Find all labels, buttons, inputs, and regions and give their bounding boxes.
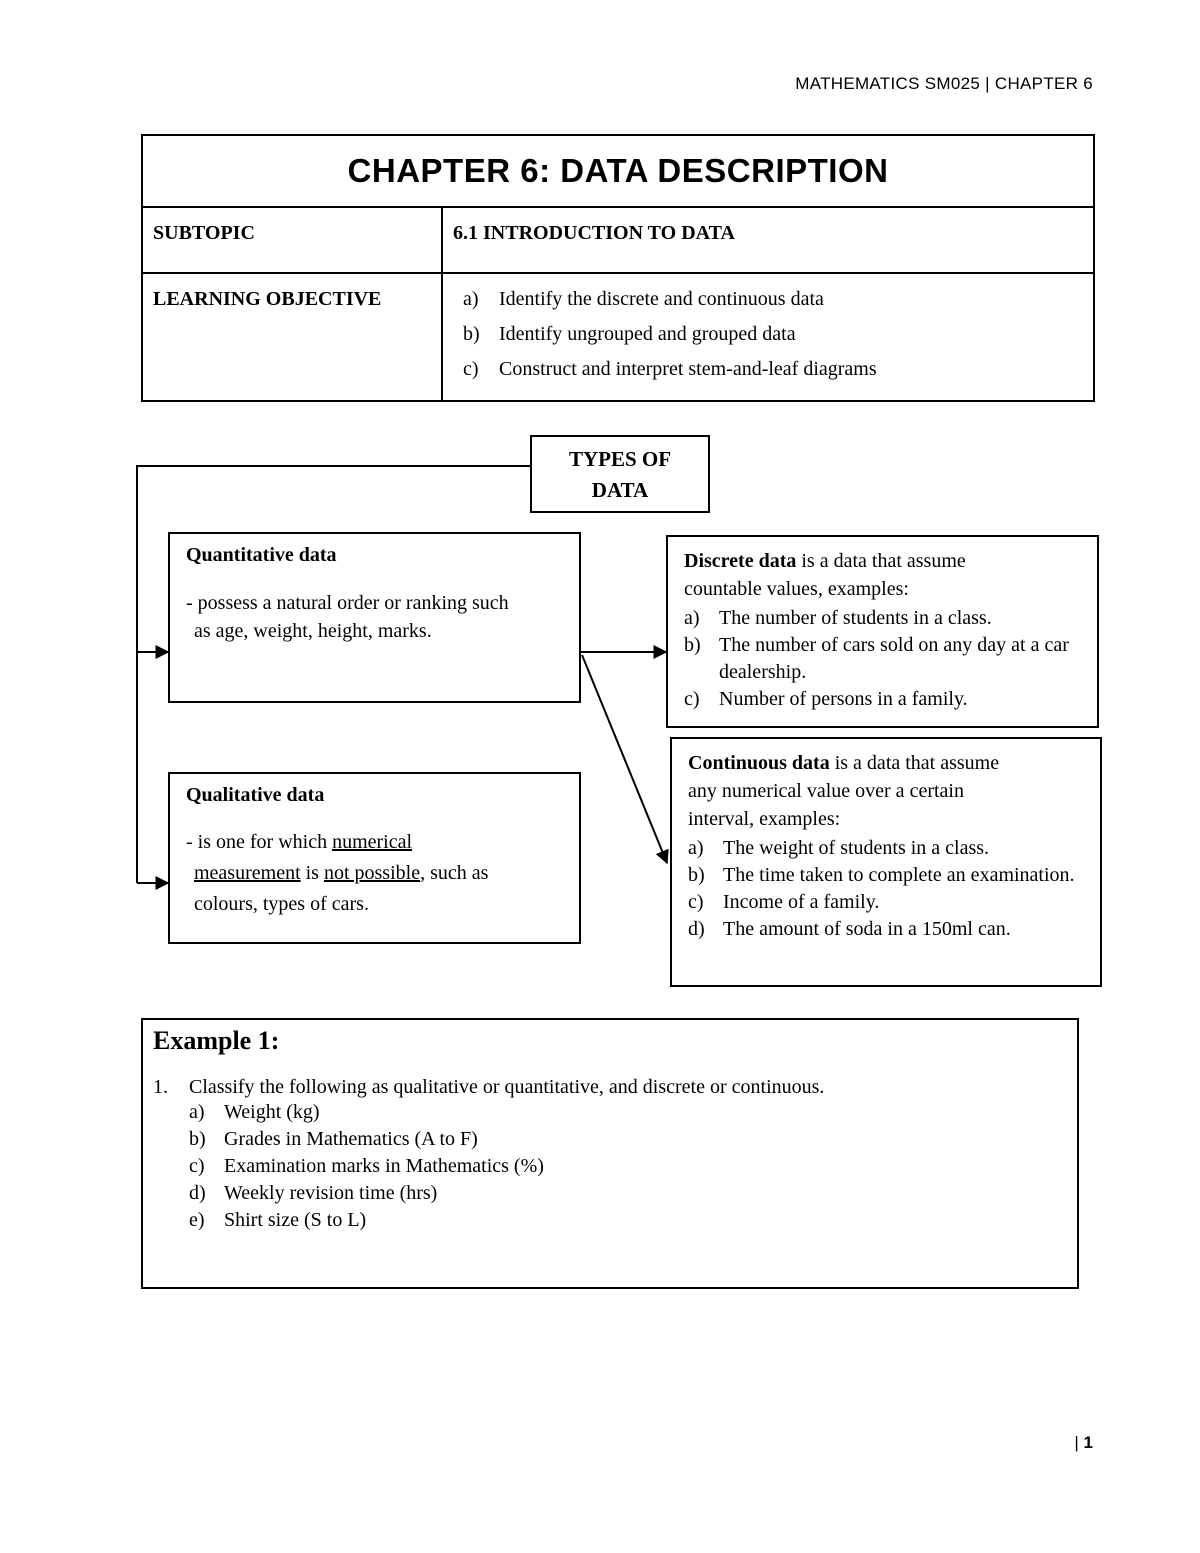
- list-marker: a): [189, 1101, 205, 1123]
- qualitative-text-2: is: [300, 862, 324, 884]
- example-box: [141, 1018, 1079, 1289]
- example-question: [153, 1076, 1077, 1099]
- qualitative-underline-1: numerical: [332, 831, 413, 853]
- list-marker: b): [688, 864, 705, 886]
- list-item: [688, 862, 1100, 889]
- page-prefix: |: [1074, 1433, 1079, 1452]
- example-items: [153, 1099, 1077, 1234]
- continuous-title: Continuous data: [688, 752, 830, 774]
- example-title: Example 1:: [153, 1026, 280, 1055]
- discrete-examples: [684, 605, 1097, 713]
- quantitative-title: Quantitative data: [186, 544, 337, 566]
- list-text: Income of a family.: [723, 891, 880, 913]
- qualitative-text-3: , such as: [420, 862, 489, 884]
- qualitative-underline-2: measurement: [194, 862, 301, 884]
- list-marker: e): [189, 1209, 205, 1231]
- quantitative-desc-line1: - possess a natural order or ranking such: [186, 592, 509, 614]
- list-item: [684, 605, 1097, 632]
- question-number: 1.: [153, 1076, 168, 1098]
- list-marker: b): [684, 634, 701, 656]
- learning-objective-label: LEARNING OBJECTIVE: [142, 273, 442, 401]
- list-item: [688, 916, 1100, 943]
- list-text: The number of cars sold on any day at a car dealership.: [719, 634, 1069, 683]
- list-item: [189, 1099, 1077, 1126]
- subtopic-label: SUBTOPIC: [142, 207, 442, 273]
- discrete-data-box: [666, 535, 1099, 728]
- running-header: MATHEMATICS SM025 | CHAPTER 6: [795, 74, 1093, 93]
- quantitative-desc-line2: as age, weight, height, marks.: [194, 620, 432, 642]
- discrete-intro-rest: is a data that assume: [796, 550, 966, 572]
- list-item: [189, 1207, 1077, 1234]
- list-marker: c): [189, 1155, 205, 1177]
- list-item: [189, 1180, 1077, 1207]
- list-item: [684, 686, 1097, 713]
- continuous-examples: [688, 835, 1100, 943]
- list-text: The time taken to complete an examination.: [723, 864, 1075, 886]
- objective-text: Identify ungrouped and grouped data: [499, 323, 796, 345]
- list-marker: c): [684, 688, 700, 710]
- qualitative-underline-3: not possible: [323, 862, 421, 884]
- objective-marker: a): [463, 288, 479, 310]
- list-marker: d): [189, 1182, 206, 1204]
- qualitative-desc-line2: [186, 858, 579, 889]
- continuous-data-box: [670, 737, 1102, 987]
- list-text: Weekly revision time (hrs): [224, 1182, 438, 1204]
- discrete-intro-line2: countable values, examples:: [684, 578, 909, 600]
- list-marker: c): [688, 891, 704, 913]
- objective-marker: c): [463, 358, 479, 380]
- qualitative-desc-line1: [186, 827, 579, 858]
- objective-text: Identify the discrete and continuous data: [499, 288, 824, 310]
- list-text: The weight of students in a class.: [723, 837, 990, 859]
- page-number: [1074, 1433, 1093, 1453]
- objective-marker: b): [463, 323, 480, 345]
- list-item: [688, 835, 1100, 862]
- list-marker: d): [688, 918, 705, 940]
- continuous-intro-line1: [688, 749, 1100, 777]
- list-text: Weight (kg): [224, 1101, 320, 1123]
- list-text: Examination marks in Mathematics (%): [224, 1155, 544, 1177]
- types-of-data-box: [530, 435, 710, 513]
- list-text: Number of persons in a family.: [719, 688, 968, 710]
- qualitative-data-box: [168, 772, 581, 944]
- list-marker: a): [684, 607, 700, 629]
- list-text: Shirt size (S to L): [224, 1209, 367, 1231]
- quantitative-data-box: [168, 532, 581, 703]
- qualitative-description: [186, 827, 579, 920]
- discrete-title: Discrete data: [684, 550, 797, 572]
- continuous-intro-line2: any numerical value over a certain: [688, 780, 964, 802]
- list-item: [189, 1153, 1077, 1180]
- types-of-data-line2: DATA: [591, 478, 649, 502]
- qualitative-text-1: - is one for which: [186, 831, 333, 853]
- list-item: [684, 632, 1097, 686]
- question-text: Classify the following as qualitative or quantitative, and discrete or continuous.: [189, 1076, 825, 1098]
- list-marker: b): [189, 1128, 206, 1150]
- list-text: Grades in Mathematics (A to F): [224, 1128, 478, 1150]
- list-text: The number of students in a class.: [719, 607, 992, 629]
- quantitative-description: [186, 589, 579, 645]
- types-of-data-line1: TYPES OF: [568, 447, 672, 471]
- list-marker: a): [688, 837, 704, 859]
- continuous-intro-rest: is a data that assume: [829, 752, 1000, 774]
- chapter-title: CHAPTER 6: DATA DESCRIPTION: [142, 135, 1094, 207]
- list-item: [688, 889, 1100, 916]
- qualitative-desc-line3: colours, types of cars.: [194, 893, 369, 915]
- discrete-intro-line1: [684, 547, 1097, 575]
- arrow-to-continuous: [582, 655, 667, 863]
- page-number-value: 1: [1083, 1433, 1093, 1452]
- list-item: [189, 1126, 1077, 1153]
- list-text: The amount of soda in a 150ml can.: [723, 918, 1011, 940]
- subtopic-value: 6.1 INTRODUCTION TO DATA: [442, 207, 1094, 273]
- objective-text: Construct and interpret stem-and-leaf diagrams: [499, 358, 877, 380]
- continuous-intro-line3: interval, examples:: [688, 808, 841, 830]
- qualitative-title: Qualitative data: [186, 784, 325, 806]
